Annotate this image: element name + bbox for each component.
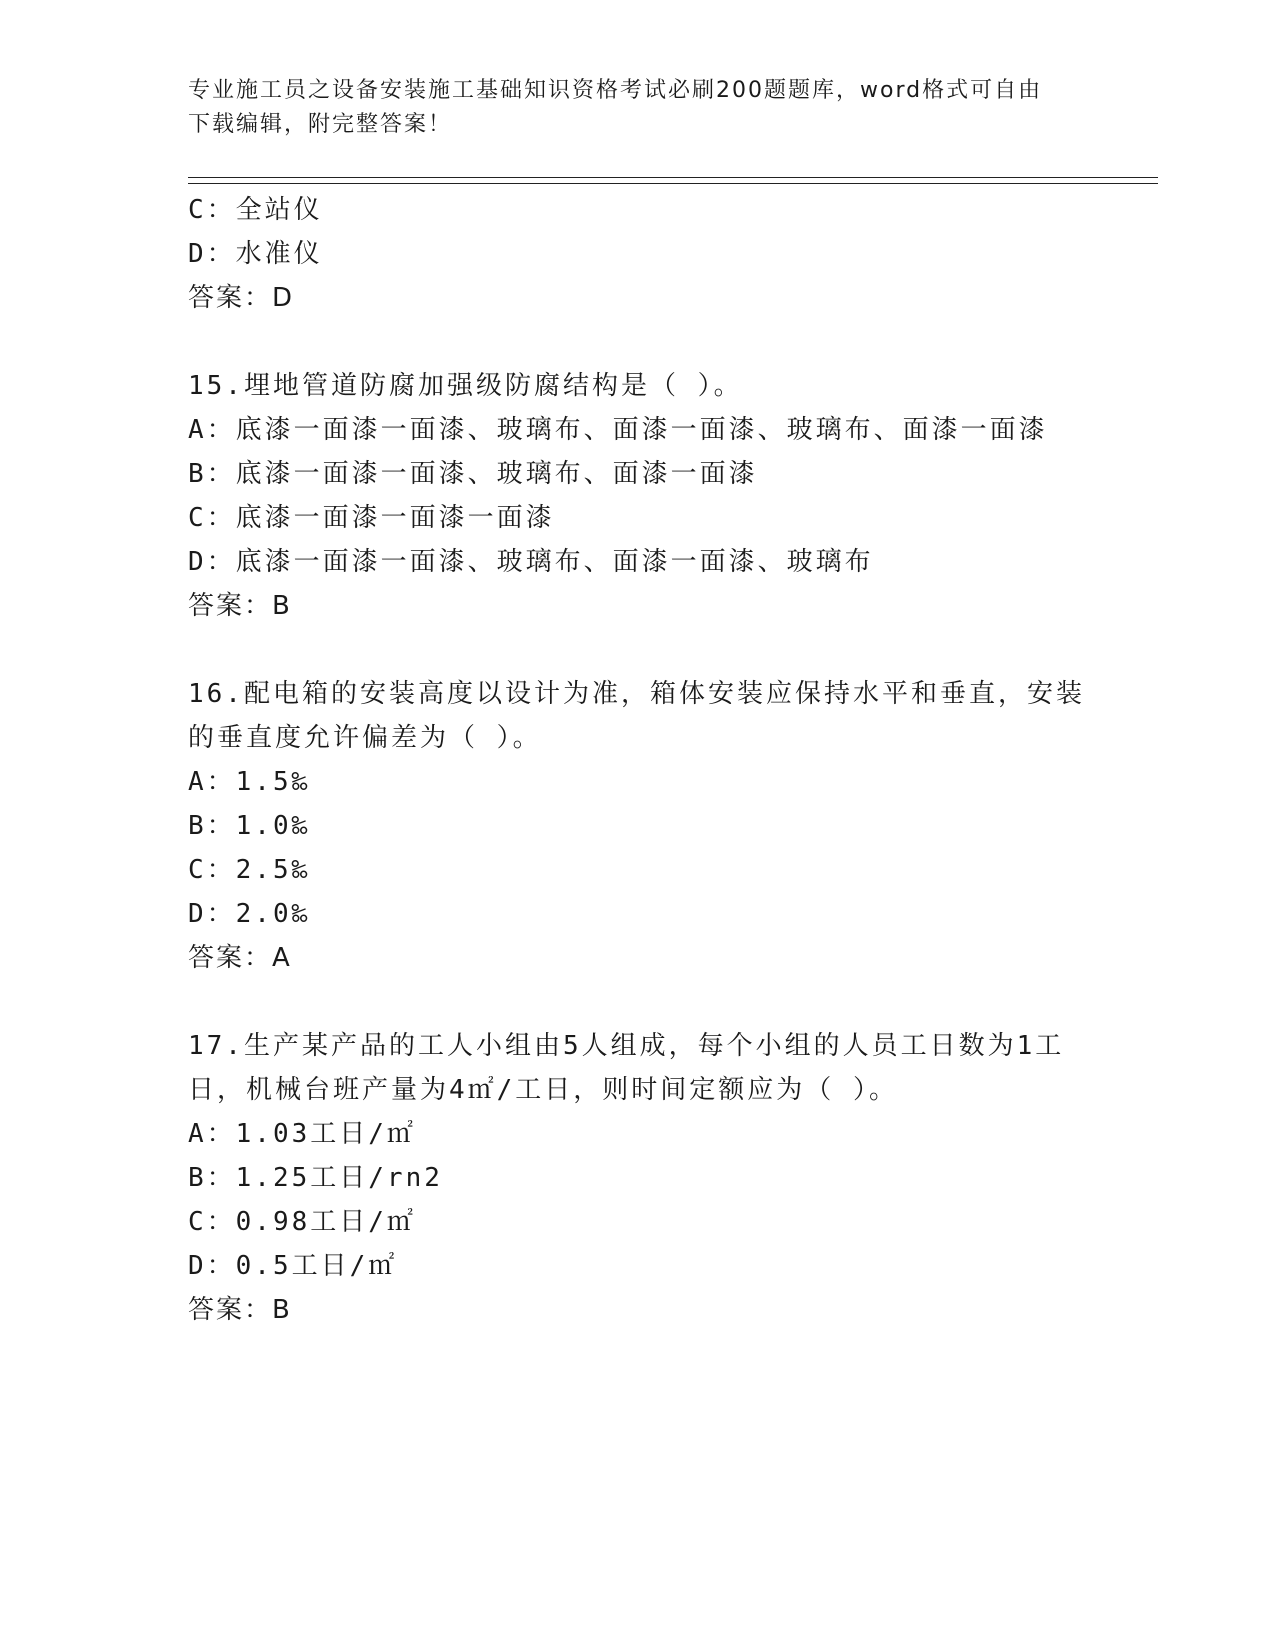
header-line-1: 专业施工员之设备安装施工基础知识资格考试必刷200题题库，word格式可自由 xyxy=(188,78,1043,103)
q17-stem-line-1: 17.生产某产品的工人小组由5人组成，每个小组的人员工日数为1工 xyxy=(188,1031,1065,1061)
prev-option-d: D：水准仪 xyxy=(188,239,323,269)
q17-option-c: C：0.98工日/㎡ xyxy=(188,1207,416,1237)
q16-stem-line-2: 的垂直度允许偏差为（ ）。 xyxy=(188,723,542,753)
q17-stem-line-2: 日，机械台班产量为4㎡/工日，则时间定额应为（ ）。 xyxy=(188,1075,898,1105)
q16-option-a: A：1.5‰ xyxy=(188,767,311,797)
q15-option-d: D：底漆一面漆一面漆、玻璃布、面漆一面漆、玻璃布 xyxy=(188,547,874,577)
q16-option-c: C：2.5‰ xyxy=(188,855,311,885)
q15-answer: 答案：B xyxy=(188,591,292,621)
q17-option-d: D：0.5工日/㎡ xyxy=(188,1251,398,1281)
q16-option-d: D：2.0‰ xyxy=(188,899,311,929)
header-rule-bottom xyxy=(188,183,1158,184)
q16-answer: 答案：A xyxy=(188,943,292,973)
document-header xyxy=(188,74,1088,142)
header-rule-top xyxy=(188,177,1158,178)
q17-option-b: B：1.25工日/rn2 xyxy=(188,1163,443,1193)
header-line-2: 下载编辑，附完整答案！ xyxy=(188,112,453,137)
q15-option-c: C：底漆一面漆一面漆一面漆 xyxy=(188,503,555,533)
q16-option-b: B：1.0‰ xyxy=(188,811,311,841)
q15-stem: 15.埋地管道防腐加强级防腐结构是（ ）。 xyxy=(188,371,743,401)
q17-answer: 答案：B xyxy=(188,1295,292,1325)
prev-option-c: C：全站仪 xyxy=(188,195,323,225)
q17-option-a: A：1.03工日/㎡ xyxy=(188,1119,416,1149)
q15-option-a: A：底漆一面漆一面漆、玻璃布、面漆一面漆、玻璃布、面漆一面漆 xyxy=(188,415,1048,445)
q16-stem-line-1: 16.配电箱的安装高度以设计为准，箱体安装应保持水平和垂直，安装 xyxy=(188,679,1085,709)
q15-option-b: B：底漆一面漆一面漆、玻璃布、面漆一面漆 xyxy=(188,459,758,489)
prev-answer: 答案：D xyxy=(188,283,295,313)
